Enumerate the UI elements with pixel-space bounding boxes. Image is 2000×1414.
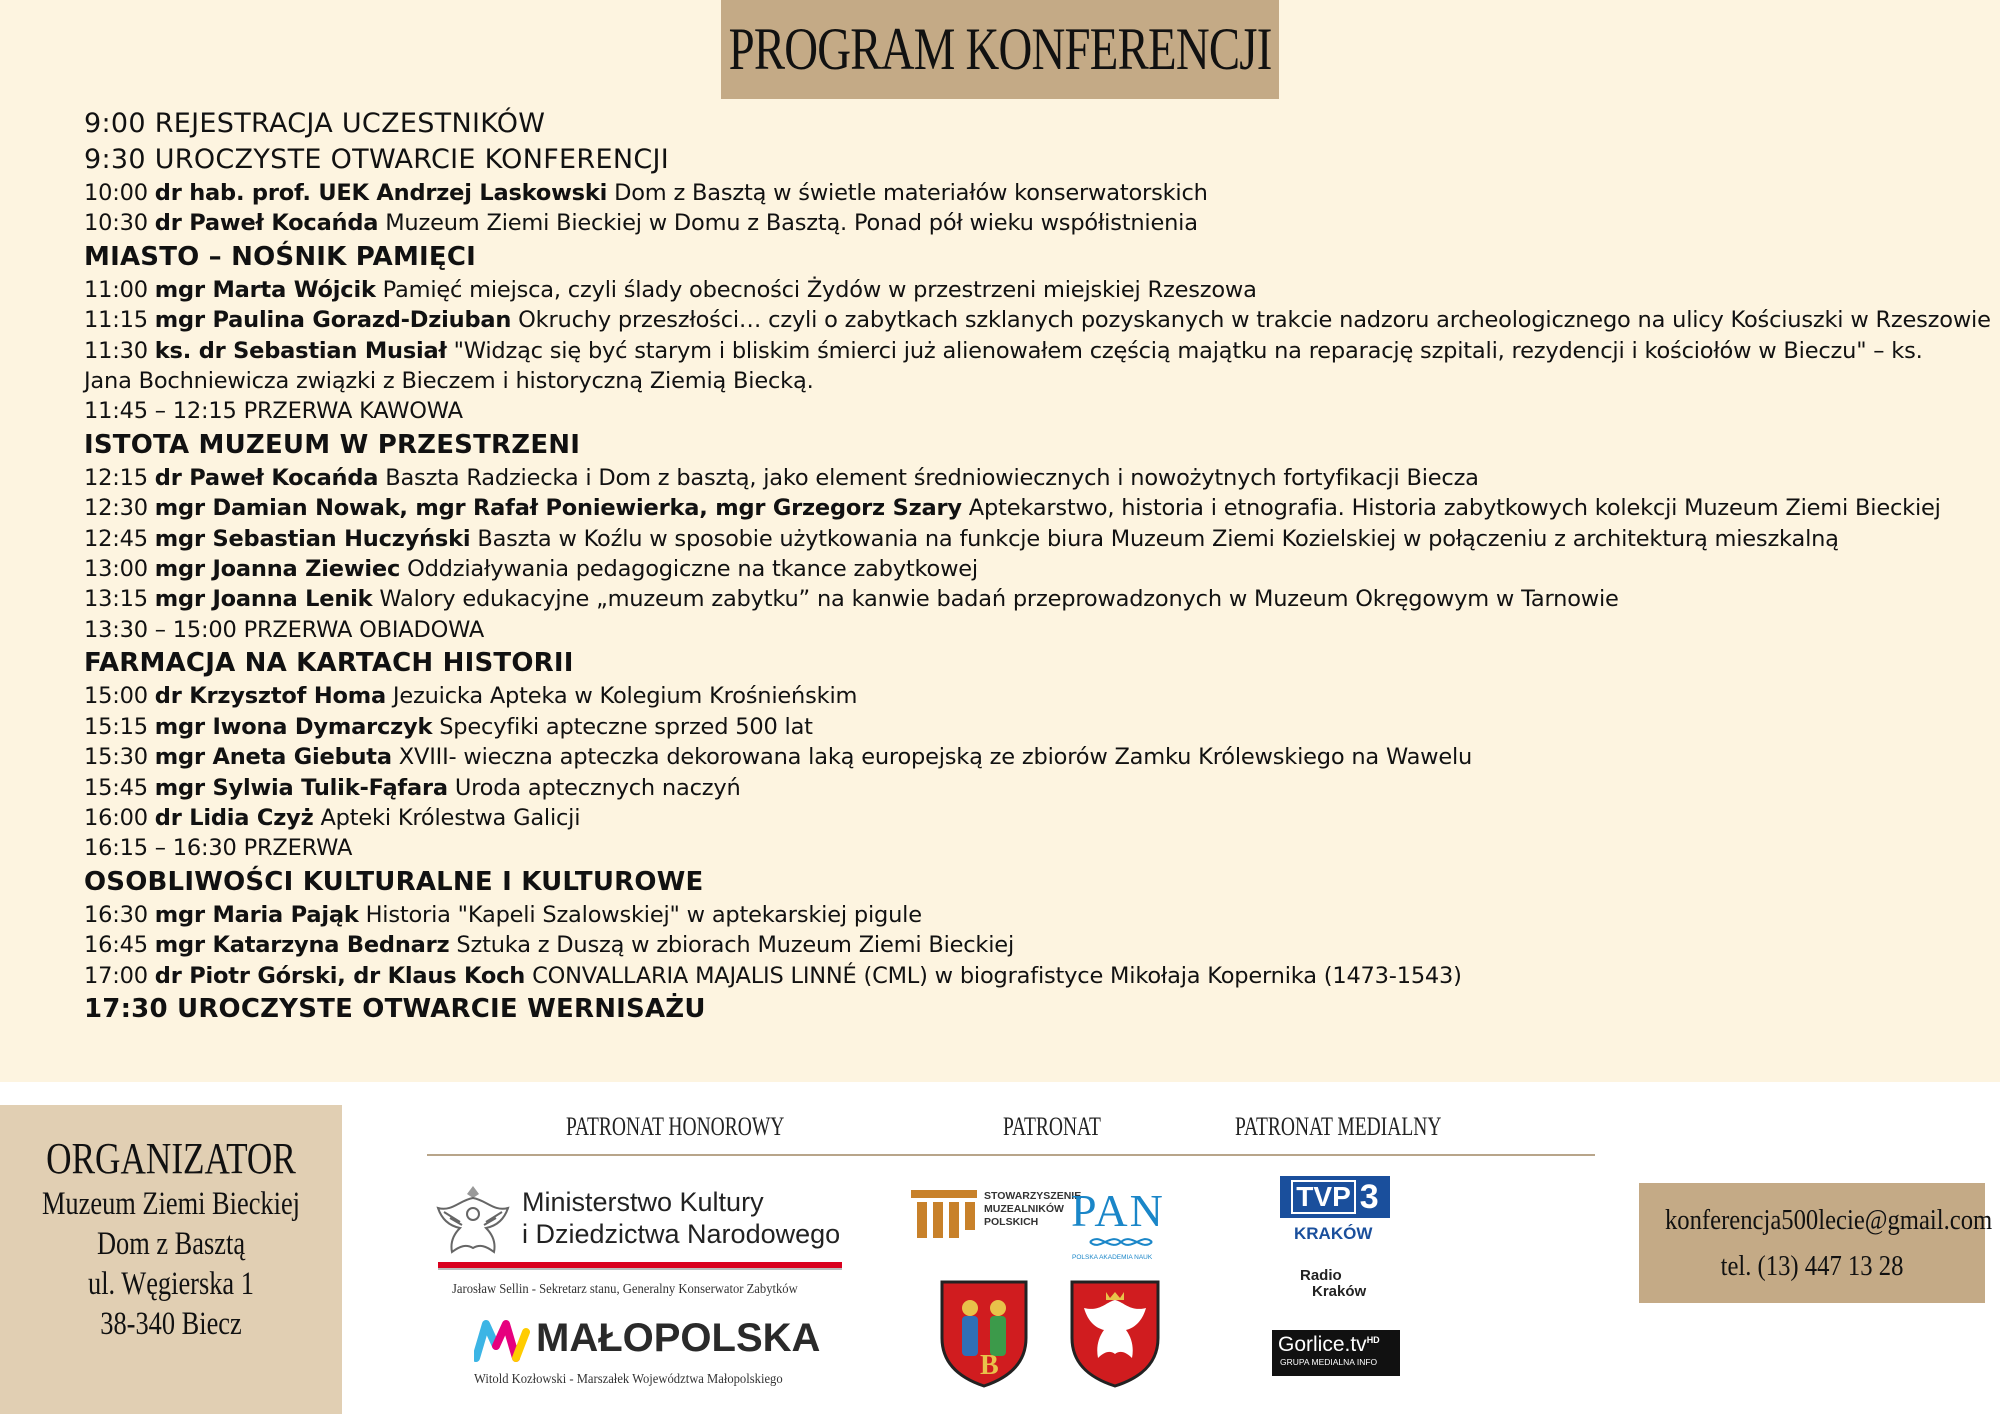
talk-item — [84, 524, 1964, 554]
talk-title: Walory edukacyjne „muzeum zabytku” na kanwie badań przeprowadzonych w Muzeum Okręgowym w Tarnowie — [379, 586, 1619, 613]
talk-speaker: mgr Iwona Dymarczyk — [154, 713, 433, 740]
tvp-city: KRAKÓW — [1294, 1224, 1373, 1243]
talk-time: 16:45 — [84, 932, 148, 959]
talk-speaker: mgr Marta Wójcik — [154, 276, 376, 303]
talk-speaker: mgr Damian Nowak, mgr Rafał Poniewierka, mgr Grzegorz Szary — [154, 495, 962, 522]
break-item — [84, 615, 1964, 645]
talk-item — [84, 275, 1964, 305]
section-heading: OSOBLIWOŚCI KULTURALNE I KULTUROWE — [84, 866, 704, 897]
gorlice-tv-logo — [1272, 1330, 1400, 1376]
talk-item — [84, 961, 1964, 991]
ministry-line-2: i Dziedzictwa Narodowego — [522, 1219, 841, 1249]
page-title: PROGRAM KONFERENCJI — [728, 16, 1272, 82]
item-text: REJESTRACJA UCZESTNIKÓW — [154, 108, 546, 139]
polish-eagle-icon — [430, 1178, 516, 1264]
talk-item — [84, 178, 1964, 208]
talk-time: 11:15 — [84, 307, 148, 334]
talk-item — [84, 584, 1964, 614]
talk-speaker: dr hab. prof. UEK Andrzej Laskowski — [154, 180, 608, 206]
talk-title: Apteki Królestwa Galicji — [320, 804, 581, 831]
honorary-patronage-heading: PATRONAT HONOROWY — [566, 1112, 785, 1141]
talk-title: CONVALLARIA MAJALIS LINNÉ (CML) w biografistyce Mikołaja Kopernika (1473-1543) — [532, 962, 1462, 989]
talk-title: Baszta w Koźlu w sposobie użytkowania na funkcje biura Muzeum Ziemi Kozielskiej w połączeniu z architekturą mieszkalną — [477, 525, 1839, 552]
talk-item — [84, 742, 1964, 772]
talk-time: 11:30 — [84, 337, 148, 364]
talk-time: 12:15 — [84, 464, 148, 491]
talk-time: 13:00 — [84, 556, 148, 583]
pan-logo-text: PAN — [1071, 1185, 1165, 1236]
ministry-person: Jarosław Sellin - Sekretarz stanu, Generalny Konserwator Zabytków — [452, 1282, 798, 1297]
item-time: 13:30 – 15:00 — [84, 616, 237, 643]
media-patronage-heading: PATRONAT MEDIALNY — [1235, 1112, 1442, 1141]
contact-email[interactable]: konferencja500lecie@gmail.com — [1664, 1204, 1993, 1236]
item-text: PRZERWA OBIADOWA — [243, 616, 485, 643]
talk-title: Dom z Basztą w świetle materiałów konserwatorskich — [614, 180, 1208, 206]
talk-title: Pamięć miejsca, czyli ślady obecności Żydów w przestrzeni miejskiej Rzeszowa — [382, 276, 1257, 303]
item-text: UROCZYSTE OTWARCIE KONFERENCJI — [154, 144, 669, 175]
tvp3-logo — [1280, 1176, 1390, 1218]
section-heading: FARMACJA NA KARTACH HISTORII — [84, 648, 574, 679]
talk-title: Sztuka z Duszą w zbiorach Muzeum Ziemi Bieckiej — [456, 932, 1015, 959]
item-time: 16:15 – 16:30 — [84, 835, 237, 862]
talk-item — [84, 681, 1964, 711]
organizer-street: ul. Węgierska 1 — [88, 1266, 254, 1302]
item-time: 9:00 — [84, 108, 146, 139]
talk-item — [84, 336, 1964, 397]
talk-title: Baszta Radziecka i Dom z basztą, jako element średniowiecznych i nowożytnych fortyfikacji Biecza — [385, 464, 1479, 491]
talk-speaker: dr Paweł Kocańda — [154, 464, 379, 491]
section-heading: ISTOTA MUZEUM W PRZESTRZENI — [84, 429, 581, 460]
talk-title: XVIII- wieczna apteczka dekorowana laką europejską ze zbiorów Zamku Królewskiego na Wawelu — [398, 744, 1473, 771]
talk-title: Aptekarstwo, historia i etnografia. Historia zabytkowych kolekcji Muzeum Ziemi Bieckiej — [968, 495, 1941, 522]
talk-item — [84, 712, 1964, 742]
program-list — [84, 106, 1991, 1027]
footer — [0, 1082, 2000, 1414]
talk-item — [84, 463, 1964, 493]
contact-phone: tel. (13) 447 13 28 — [1720, 1250, 1904, 1282]
talk-title: Muzeum Ziemi Bieckiej w Domu z Basztą. Ponad pół wieku współistnienia — [385, 210, 1198, 237]
item-time: 11:45 – 12:15 — [84, 398, 237, 425]
organizer-name: Muzeum Ziemi Bieckiej — [41, 1186, 301, 1222]
radio-line-1: Radio — [1300, 1267, 1342, 1284]
talk-time: 12:30 — [84, 495, 148, 522]
pan-wave-icon — [1086, 1232, 1156, 1252]
organizer-building: Dom z Basztą — [96, 1226, 246, 1262]
organizer-heading: ORGANIZATOR — [46, 1134, 296, 1183]
tvp-number: 3 — [1359, 1177, 1379, 1216]
gorlice-hd: HD — [1366, 1335, 1380, 1345]
item-text: PRZERWA KAWOWA — [243, 398, 463, 425]
contact-box — [1639, 1183, 1993, 1303]
talk-speaker: mgr Aneta Giebuta — [154, 744, 392, 771]
patronage-divider — [427, 1154, 1595, 1156]
gorlice-eagle-coat-of-arms-icon — [1068, 1278, 1162, 1388]
malopolska-logo-text: MAŁOPOLSKA — [536, 1316, 821, 1360]
program-item — [84, 106, 1964, 142]
talk-time: 12:45 — [84, 525, 148, 552]
malopolska-person: Witold Kozłowski - Marszałek Województwa Małopolskiego — [474, 1372, 783, 1387]
svg-text:B: B — [980, 1350, 999, 1381]
talk-item — [84, 305, 1991, 335]
talk-speaker: ks. dr Sebastian Musiał — [154, 337, 447, 364]
ministry-line-1: Ministerstwo Kultury — [522, 1187, 764, 1217]
smp-line-3: POLSKICH — [984, 1216, 1039, 1228]
talk-title: Historia "Kapeli Szalowskiej" w aptekarskiej pigule — [365, 901, 922, 928]
item-text: PRZERWA — [243, 835, 353, 862]
talk-item — [84, 554, 1964, 584]
talk-title: "Widząc się być starym i bliskim śmierci już alienowałem częścią majątku na reparację szpitali, rezydencji i kościołów w Bieczu" – ks. Jana Bochniewicza związki z Bieczem i historyczną Ziemią Biecką. — [84, 337, 1923, 395]
break-item — [84, 396, 1964, 426]
organizer-city: 38-340 Biecz — [100, 1306, 242, 1342]
talk-time: 15:45 — [84, 774, 148, 801]
talk-title: Jezuicka Apteka w Kolegium Krośnieńskim — [392, 683, 858, 710]
title-banner — [721, 0, 1279, 99]
organizer-box — [0, 1105, 342, 1414]
talk-time: 15:15 — [84, 713, 148, 740]
radio-krakow-logo — [1300, 1268, 1366, 1300]
talk-time: 11:00 — [84, 276, 148, 303]
pan-subtitle: POLSKA AKADEMIA NAUK — [1072, 1254, 1153, 1261]
talk-title: Okruchy przeszłości… czyli o zabytkach szklanych pozyskanych w trakcie nadzoru archeologicznego na ulicy Kościuszki w Rzeszowie — [518, 307, 1991, 334]
smp-logo-text — [984, 1190, 1081, 1229]
talk-time: 15:30 — [84, 744, 148, 771]
malopolska-icon — [474, 1318, 530, 1362]
talk-title: Uroda aptecznych naczyń — [454, 774, 741, 801]
talk-time: 10:00 — [84, 180, 148, 206]
smp-column-icon — [911, 1190, 977, 1238]
smp-line-2: MUZEALNIKÓW — [984, 1203, 1064, 1215]
talk-speaker: mgr Katarzyna Bednarz — [154, 932, 450, 959]
talk-time: 13:15 — [84, 586, 148, 613]
talk-speaker: mgr Joanna Lenik — [154, 586, 373, 613]
gorlice-text: Gorlice.tv — [1278, 1333, 1367, 1356]
talk-speaker: dr Piotr Górski, dr Klaus Koch — [154, 962, 526, 989]
talk-time: 16:30 — [84, 901, 148, 928]
talk-item — [84, 803, 1964, 833]
talk-speaker: mgr Maria Pająk — [154, 901, 359, 928]
talk-item — [84, 773, 1964, 803]
talk-speaker: dr Paweł Kocańda — [154, 210, 379, 237]
talk-item — [84, 930, 1964, 960]
talk-title: Specyfiki apteczne sprzed 500 lat — [439, 713, 813, 740]
tvp-text: TVP — [1291, 1180, 1355, 1214]
smp-line-1: STOWARZYSZENIE — [984, 1190, 1082, 1202]
talk-time: 10:30 — [84, 210, 148, 237]
talk-speaker: mgr Joanna Ziewiec — [154, 556, 401, 583]
patronage-heading: PATRONAT — [1003, 1112, 1101, 1141]
ministry-grey-bar — [438, 1268, 842, 1270]
ministry-logo-text — [522, 1186, 840, 1250]
break-item — [84, 833, 1964, 863]
talk-time: 16:00 — [84, 804, 148, 831]
talk-speaker: dr Lidia Czyż — [154, 804, 314, 831]
talk-time: 15:00 — [84, 683, 148, 710]
section-heading: 17:30 UROCZYSTE OTWARCIE WERNISAŻU — [84, 993, 706, 1024]
item-time: 9:30 — [84, 144, 146, 175]
talk-speaker: mgr Sylwia Tulik-Fąfara — [154, 774, 448, 801]
section-heading: MIASTO – NOŚNIK PAMIĘCI — [84, 241, 477, 272]
talk-item — [84, 208, 1964, 238]
talk-time: 17:00 — [84, 962, 148, 989]
talk-speaker: mgr Paulina Gorazd-Dziuban — [154, 307, 512, 334]
program-item — [84, 142, 1964, 178]
talk-speaker: mgr Sebastian Huczyński — [154, 525, 471, 552]
talk-speaker: dr Krzysztof Homa — [154, 683, 386, 710]
gorlice-subtitle: GRUPA MEDIALNA INFO — [1280, 1357, 1378, 1367]
talk-title: Oddziaływania pedagogiczne na tkance zabytkowej — [407, 556, 978, 583]
talk-item — [84, 900, 1964, 930]
radio-line-2: Kraków — [1312, 1283, 1367, 1300]
biecz-coat-of-arms-icon — [938, 1278, 1030, 1388]
talk-item — [84, 493, 1964, 523]
